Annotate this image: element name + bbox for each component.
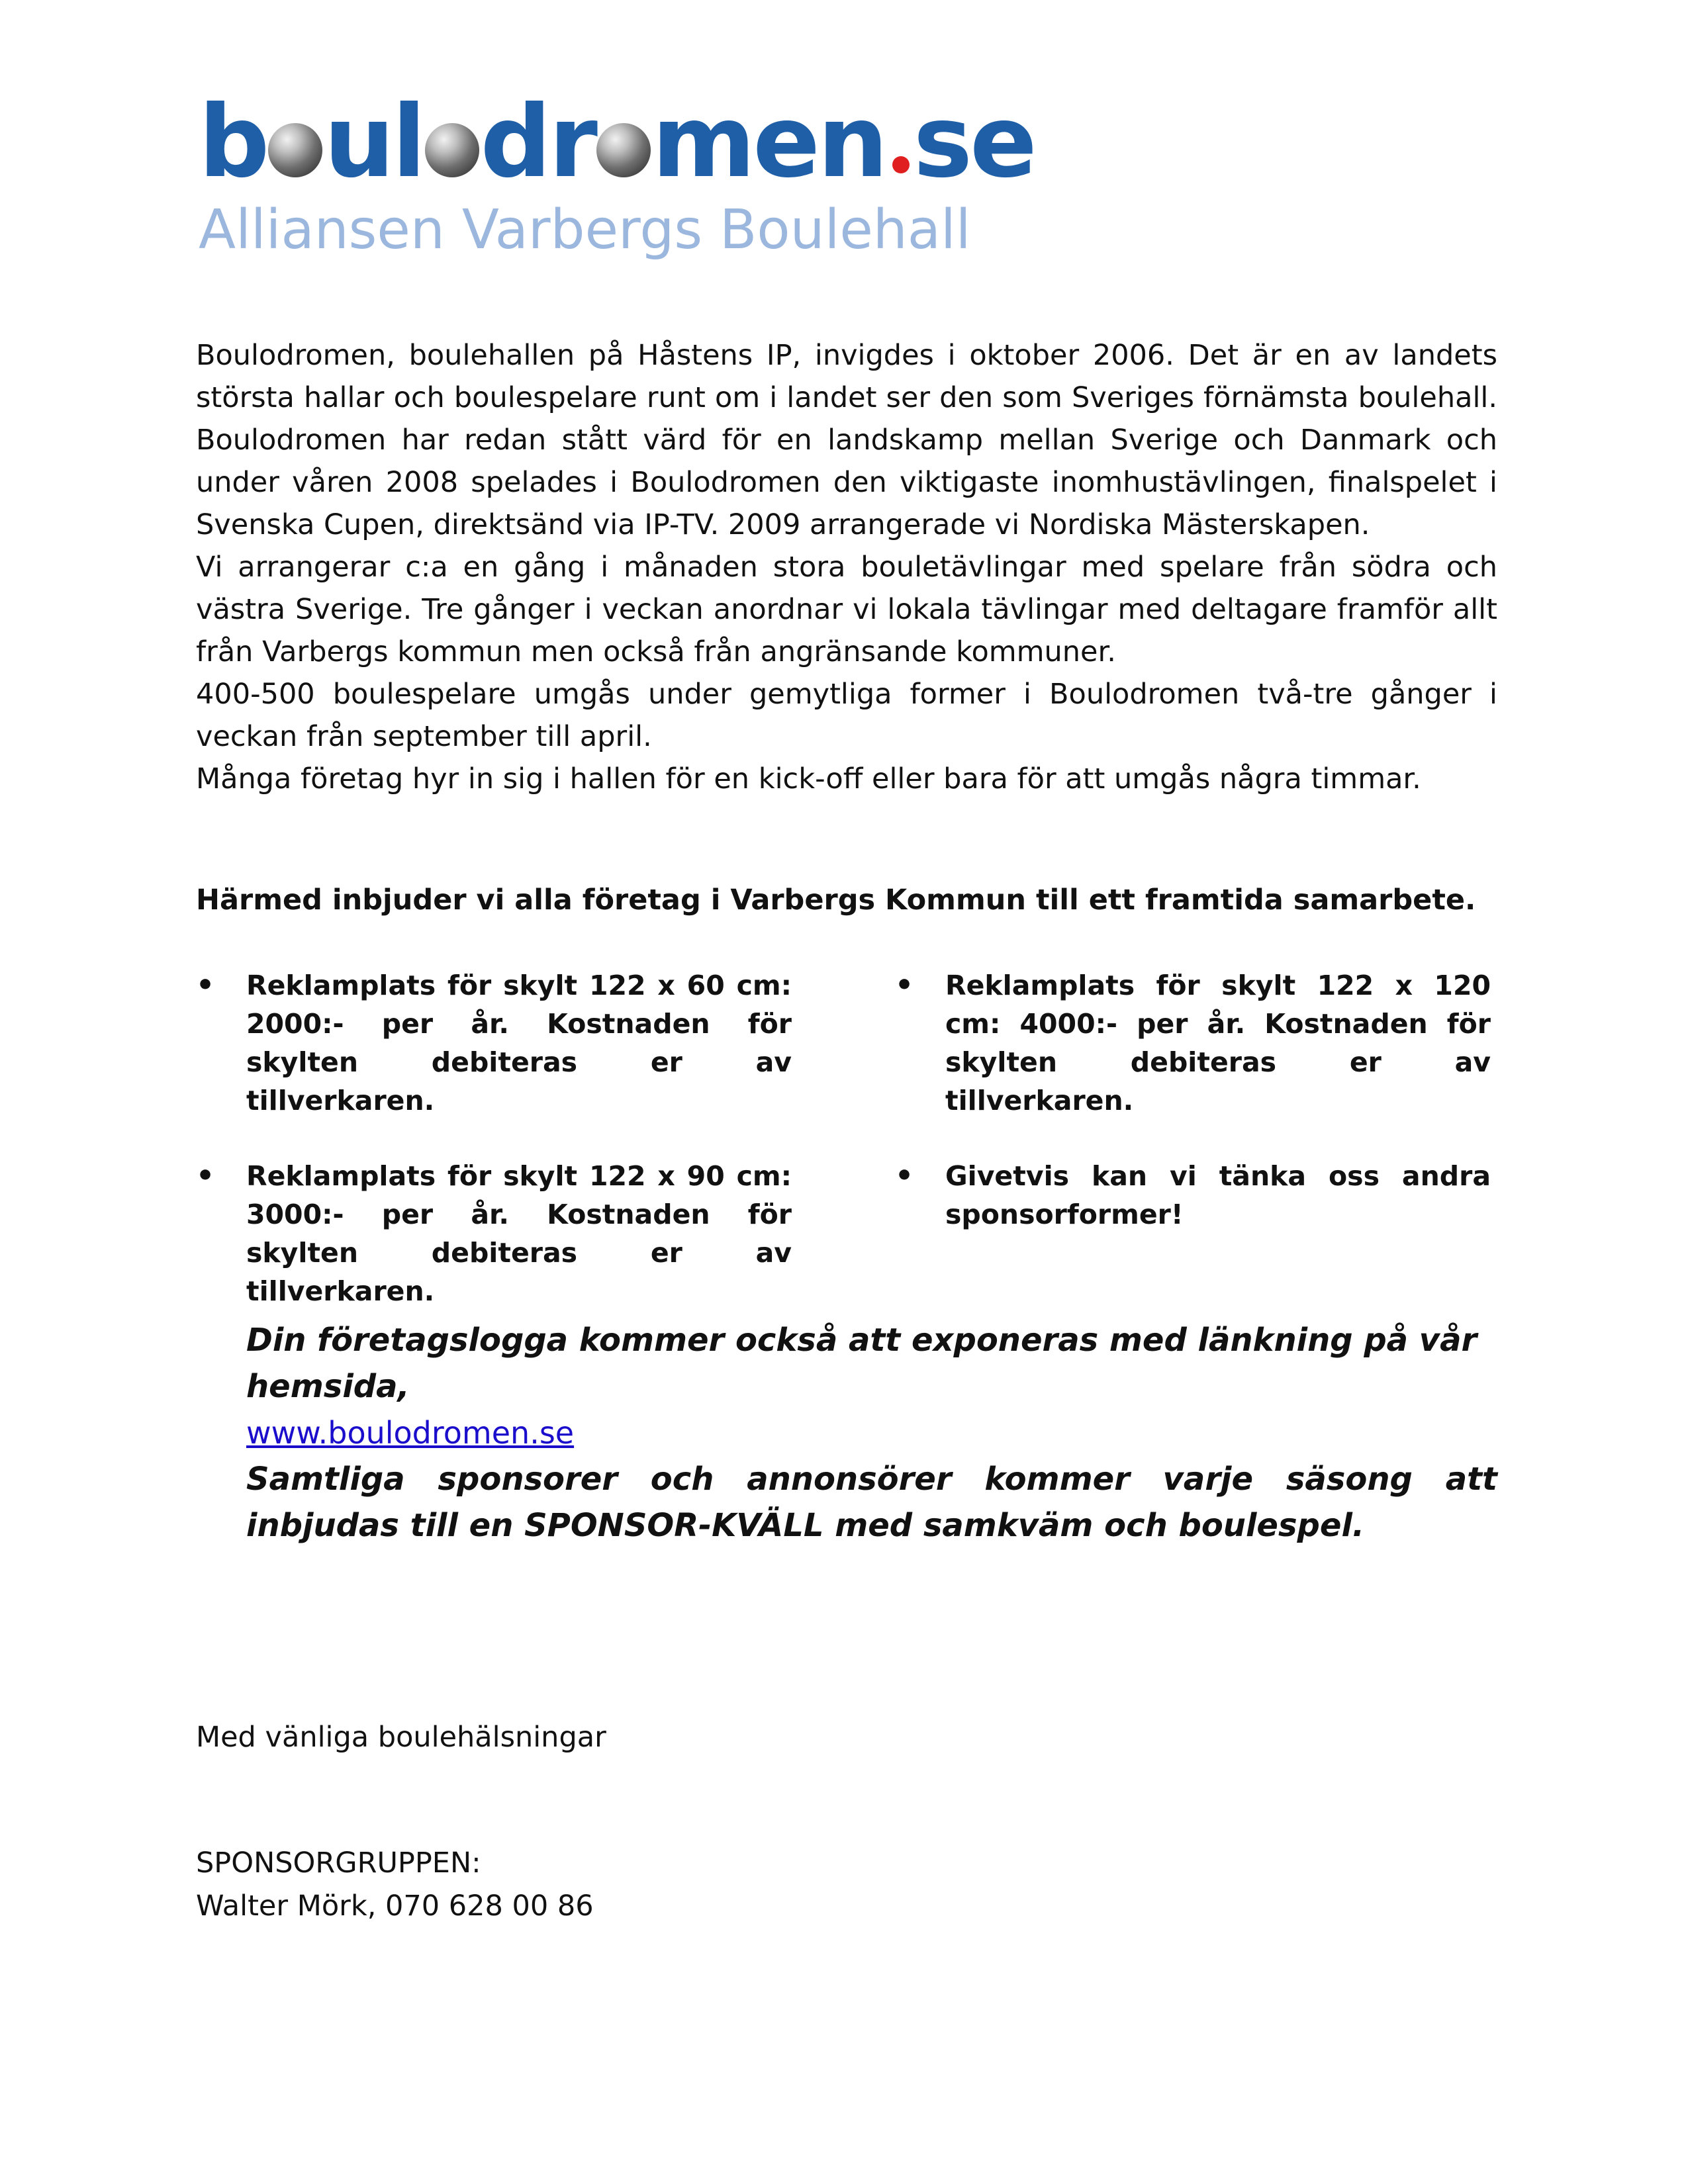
- intro-text: [196, 334, 1497, 800]
- boule-ball-icon: [268, 123, 322, 177]
- intro-paragraph-1: Boulodromen, boulehallen på Håstens IP, invigdes i oktober 2006. Det är en av landets största hallar och boulespelare runt om i landet ser den som Sveriges förnämsta boulehall. Boulodromen har redan stått värd för en landskamp mellan Sverige och Danmark och under våren 2008 spelades i Boulodromen den viktigaste inomhustävlingen, finalspelet i Svenska Cupen, direktsänd via IP-TV. 2009 arrangerade vi Nordiska Mästerskapen.: [196, 339, 1497, 541]
- boule-ball-icon: [596, 123, 651, 177]
- logo-text-men: men: [651, 85, 886, 200]
- exposure-text: Din företagslogga kommer också att exponeras med länkning på vår hemsida,: [246, 1322, 1477, 1405]
- offer-item: • Givetvis kan vi tänka oss andra sponsorformer!: [895, 1157, 1491, 1234]
- website-link[interactable]: www.boulodromen.se: [246, 1415, 575, 1451]
- invitation-heading: Härmed inbjuder vi alla företag i Varbergs Kommun till ett framtida samarbete.: [196, 884, 1476, 917]
- intro-paragraph-3: 400-500 boulespelare umgås under gemytliga former i Boulodromen två-tre gånger i veckan från september till april.: [196, 678, 1497, 753]
- offer-item: • Reklamplats för skylt 122 x 90 cm: 3000:- per år. Kostnaden för skylten debiteras er av tillverkaren.: [196, 1157, 792, 1310]
- logo-text-ul: ul: [324, 85, 424, 200]
- red-dot-icon: [892, 156, 910, 173]
- sponsor-group-label: SPONSORGRUPPEN:: [196, 1846, 481, 1880]
- offers-left-column: [196, 966, 792, 1347]
- intro-paragraph-4: Många företag hyr in sig i hallen för en kick-off eller bara för att umgås några timmar.: [196, 762, 1421, 796]
- offer-item: • Reklamplats för skylt 122 x 120 cm: 4000:- per år. Kostnaden för skylten debiteras er av tillverkaren.: [895, 966, 1491, 1120]
- exposure-note: [246, 1317, 1497, 1456]
- logo-text-dr: dr: [480, 85, 595, 200]
- offers-right-column: [895, 966, 1491, 1271]
- boulodromen-logo: [199, 85, 1035, 200]
- offer-item: • Reklamplats för skylt 122 x 60 cm: 2000:- per år. Kostnaden för skylten debiteras er av tillverkaren.: [196, 966, 792, 1120]
- intro-paragraph-2: Vi arrangerar c:a en gång i månaden stora bouletävlingar med spelare från södra och västra Sverige. Tre gånger i veckan anordnar vi lokala tävlingar med deltagare framför allt från Varbergs kommun men också från angränsande kommuner.: [196, 551, 1497, 668]
- logo-text-se: se: [913, 85, 1035, 200]
- greeting: Med vänliga boulehälsningar: [196, 1721, 606, 1754]
- contact-info: Walter Mörk, 070 628 00 86: [196, 1889, 594, 1923]
- subtitle: Alliansen Varbergs Boulehall: [199, 199, 971, 261]
- sponsor-evening-note: Samtliga sponsorer och annonsörer kommer varje säsong att inbjudas till en SPONSOR-KVÄLL med samkväm och boulespel.: [246, 1461, 1497, 1544]
- boule-ball-icon: [425, 123, 479, 177]
- logo-text-b: b: [199, 85, 267, 200]
